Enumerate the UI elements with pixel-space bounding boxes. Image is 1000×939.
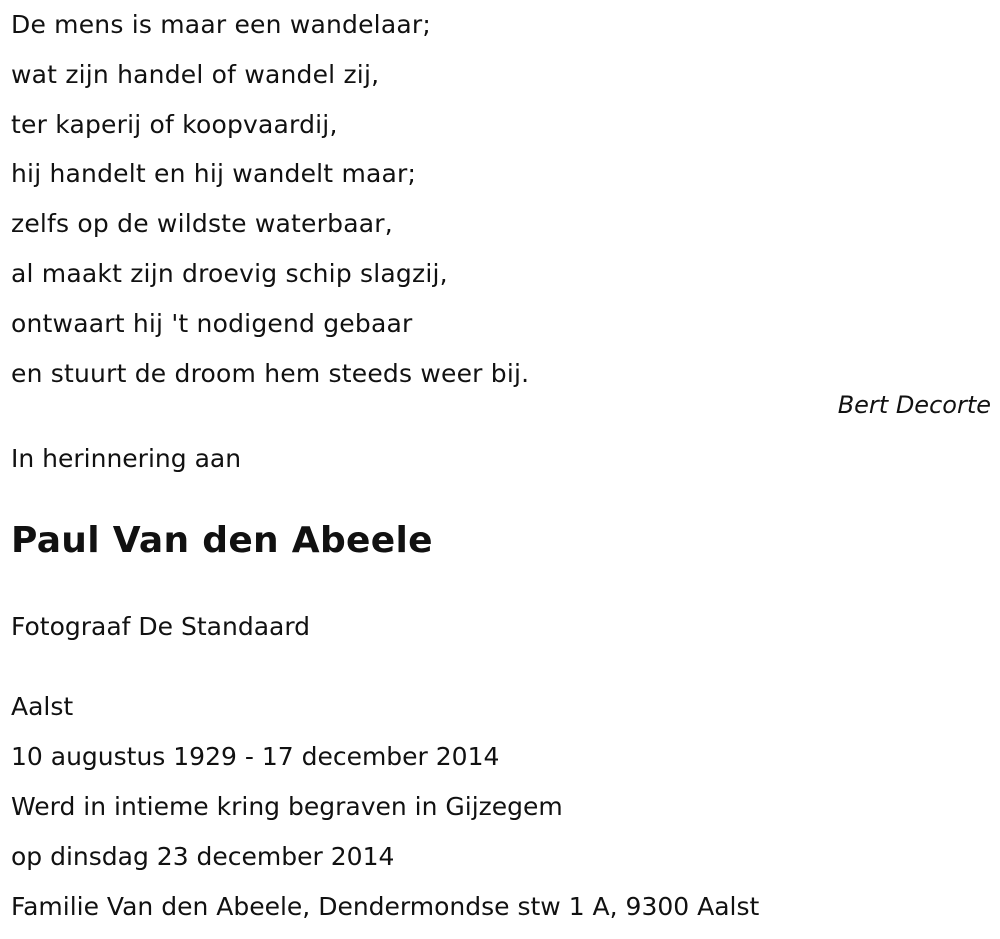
detail-burial: Werd in intieme kring begraven in Gijzegem bbox=[11, 792, 563, 821]
deceased-profession: Fotograaf De Standaard bbox=[11, 612, 311, 641]
poem-line: al maakt zijn droevig schip slagzij, bbox=[11, 258, 448, 288]
poem-line: ontwaart hij 't nodigend gebaar bbox=[11, 308, 413, 338]
detail-dates: 10 augustus 1929 - 17 december 2014 bbox=[11, 742, 500, 771]
poem-line: zelfs op de wildste waterbaar, bbox=[11, 209, 393, 239]
poem-line: ter kaperij of koopvaardij, bbox=[11, 109, 338, 139]
poem-author: Bert Decorte bbox=[837, 391, 991, 419]
detail-family-address: Familie Van den Abeele, Dendermondse stw 1 A, 9300 Aalst bbox=[11, 892, 760, 921]
memorial-details bbox=[11, 688, 991, 938]
poem bbox=[11, 5, 991, 403]
poem-line: en stuurt de droom hem steeds weer bij. bbox=[11, 358, 530, 388]
detail-place: Aalst bbox=[11, 692, 74, 721]
memorial-intro: In herinnering aan bbox=[11, 444, 242, 473]
memorial-card bbox=[11, 0, 991, 939]
poem-line: wat zijn handel of wandel zij, bbox=[11, 59, 380, 89]
poem-line: hij handelt en hij wandelt maar; bbox=[11, 159, 417, 189]
poem-line: De mens is maar een wandelaar; bbox=[11, 10, 431, 39]
deceased-name: Paul Van den Abeele bbox=[11, 520, 433, 561]
detail-burial-date: op dinsdag 23 december 2014 bbox=[11, 842, 395, 871]
